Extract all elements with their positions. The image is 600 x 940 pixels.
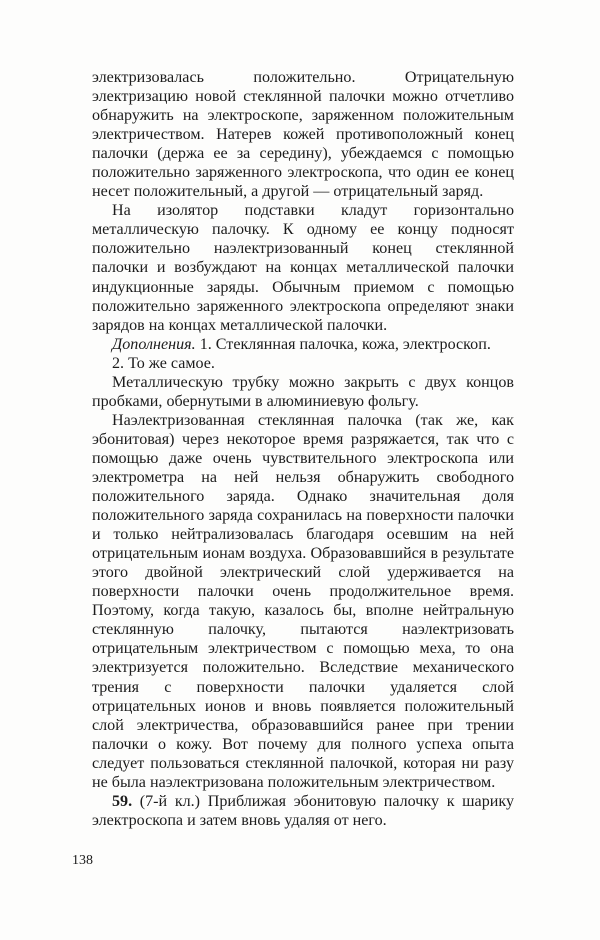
paragraph-3-text: 1. Стеклянная палочка, кожа, электроскоп. (195, 335, 491, 353)
paragraph-4: 2. То же самое. (112, 354, 215, 372)
paragraph-2: На изолятор подставки кладут горизонтально металлическую палочку. К одному ее концу подносят положительно наэлектризованный конец стеклянной палочки и возбуждают на концах металлической палочки индукционные заряды. Обычным приемом с помощью положительно заряженного электроскопа определяют знаки зарядов на концах металлической палочки. (92, 202, 514, 334)
paragraph-7 (92, 792, 514, 830)
paragraph-7-text: (7-й кл.) Приближая эбонитовую палочку к шарику электроскопа и затем вновь удаляя от него. (92, 792, 514, 829)
page-body-text (92, 68, 514, 830)
paragraph-6: Наэлектризованная стеклянная палочка (так же, как эбонитовая) через некоторое время разряжается, так что с помощью даже очень чувствительного электроскопа или электрометра на ней нельзя обнаружить свободного положительного заряда. Однако значительная доля положительного заряда сохранилась на поверхности палочки и только нейтрализовалась благодаря осевшим на ней отрицательным ионам воздуха. Образовавшийся в результате этого двойной электрический слой удерживается на поверхности палочки очень продолжительное время. Поэтому, когда такую, казалось бы, вполне нейтральную стеклянную палочку, пытаются наэлектризовать отрицательным электричеством с помощью меха, то она электризуется положительно. Вследствие механического трения с поверхности палочки удаляется слой отрицательных ионов и вновь появляется положительный слой электричества, образовавшийся ранее при трении палочки о кожу. Вот почему для полного успеха опыта следует пользоваться стеклянной палочкой, которая ни разу не была наэлектризована положительным электричеством. (92, 411, 514, 791)
supplement-heading: Дополнения. (112, 335, 196, 353)
page-number: 138 (72, 853, 93, 868)
paragraph-3 (92, 335, 514, 354)
problem-number: 59. (112, 792, 133, 810)
paragraph-1: электризовалась положительно. Отрицательную электризацию новой стеклянной палочки можно отчетливо обнаружить на электроскопе, заряженном положительным электричеством. Натерев кожей противоположный конец палочки (держа ее за середину), убеждаемся с помощью положительно заряженного электроскопа, что один ее конец несет положительный, а другой — отрицательный заряд. (92, 69, 514, 201)
paragraph-5: Металлическую трубку можно закрыть с двух концов пробками, обернутыми в алюминиевую фольгу. (92, 373, 514, 410)
